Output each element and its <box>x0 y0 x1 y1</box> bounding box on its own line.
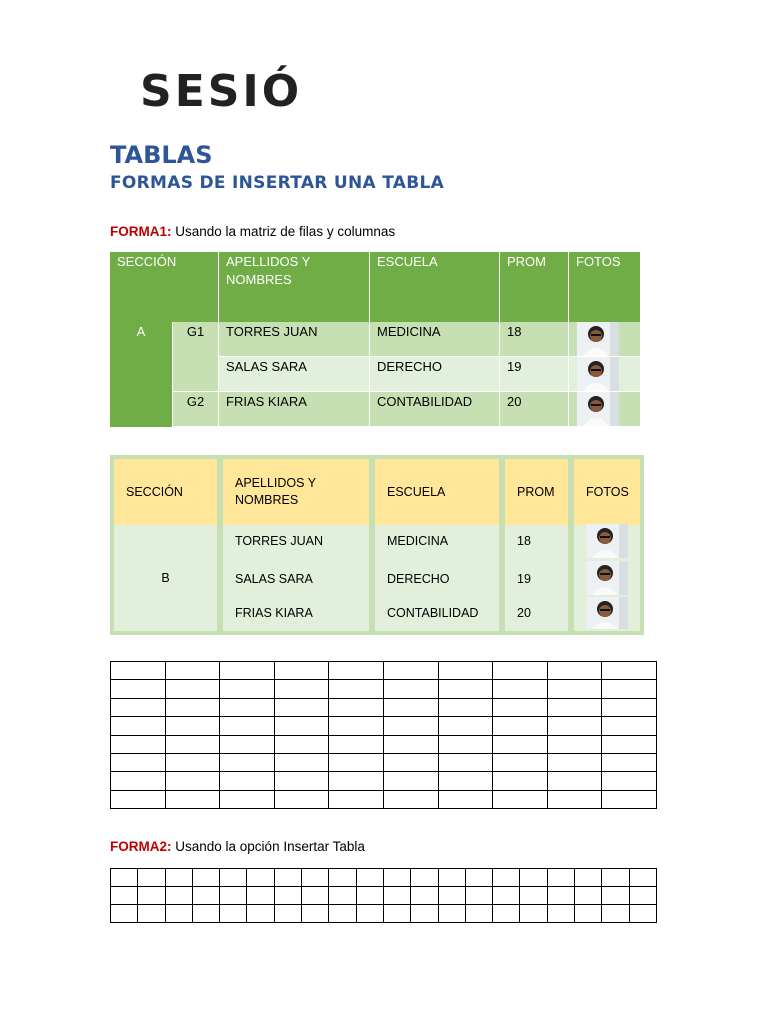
school-cell: CONTABILIDAD <box>387 605 479 620</box>
prom-cell: 20 <box>517 605 531 620</box>
school-cell: DERECHO <box>370 357 500 392</box>
forma1-label: FORMA1: <box>110 224 172 239</box>
prom-cell: 19 <box>517 571 531 586</box>
student-photo <box>577 322 619 356</box>
school-cell: MEDICINA <box>387 533 449 548</box>
name-cell: TORRES JUAN <box>235 533 323 548</box>
header-cell-fotos: FOTOS <box>569 252 640 322</box>
school-cell: CONTABILIDAD <box>370 392 500 427</box>
forma2-caption <box>110 838 365 856</box>
name-cell: TORRES JUAN <box>219 322 370 357</box>
student-photo <box>586 561 628 595</box>
prom-cell: 19 <box>500 357 569 392</box>
student-photo <box>577 392 619 426</box>
section-cell: B <box>114 525 217 631</box>
header-cell-escuela: ESCUELA <box>375 459 499 525</box>
page-title: SESIÓ <box>140 66 303 117</box>
forma1-text: Usando la matriz de filas y columnas <box>171 224 396 239</box>
school-cell: DERECHO <box>387 571 450 586</box>
empty-table-20x3 <box>110 868 657 923</box>
header-cell-fotos: FOTOS <box>574 459 640 525</box>
table-forma1-styled <box>110 455 644 635</box>
student-photo <box>586 597 628 629</box>
name-cell: FRIAS KIARA <box>235 605 313 620</box>
header-cell-seccion: SECCIÓN <box>114 459 217 525</box>
student-photo <box>577 357 619 391</box>
student-photo <box>586 524 628 558</box>
name-cell: SALAS SARA <box>219 357 370 392</box>
school-cell: MEDICINA <box>370 322 500 357</box>
header-cell-prom: PROM <box>505 459 568 525</box>
section-subheading: FORMAS DE INSERTAR UNA TABLA <box>110 173 445 193</box>
name-cell: FRIAS KIARA <box>219 392 370 427</box>
group-cell-g2: G2 <box>173 392 219 427</box>
section-cell: A <box>110 322 173 427</box>
forma2-label: FORMA2: <box>110 839 172 854</box>
prom-cell: 18 <box>500 322 569 357</box>
header-cell-apellidos: APELLIDOS Y NOMBRES <box>219 252 370 322</box>
table-forma1 <box>110 252 640 427</box>
prom-cell: 18 <box>517 533 531 548</box>
forma2-text: Usando la opción Insertar Tabla <box>171 839 365 854</box>
forma1-caption <box>110 223 395 241</box>
header-cell-apellidos: APELLIDOS Y NOMBRES <box>223 459 369 525</box>
group-cell-g1: G1 <box>173 322 219 392</box>
prom-cell: 20 <box>500 392 569 427</box>
name-cell: SALAS SARA <box>235 571 313 586</box>
section-heading: TABLAS <box>110 141 213 169</box>
header-cell-seccion: SECCIÓN <box>110 252 219 322</box>
header-cell-prom: PROM <box>500 252 569 322</box>
header-cell-escuela: ESCUELA <box>370 252 500 322</box>
empty-table-10x8 <box>110 661 657 809</box>
